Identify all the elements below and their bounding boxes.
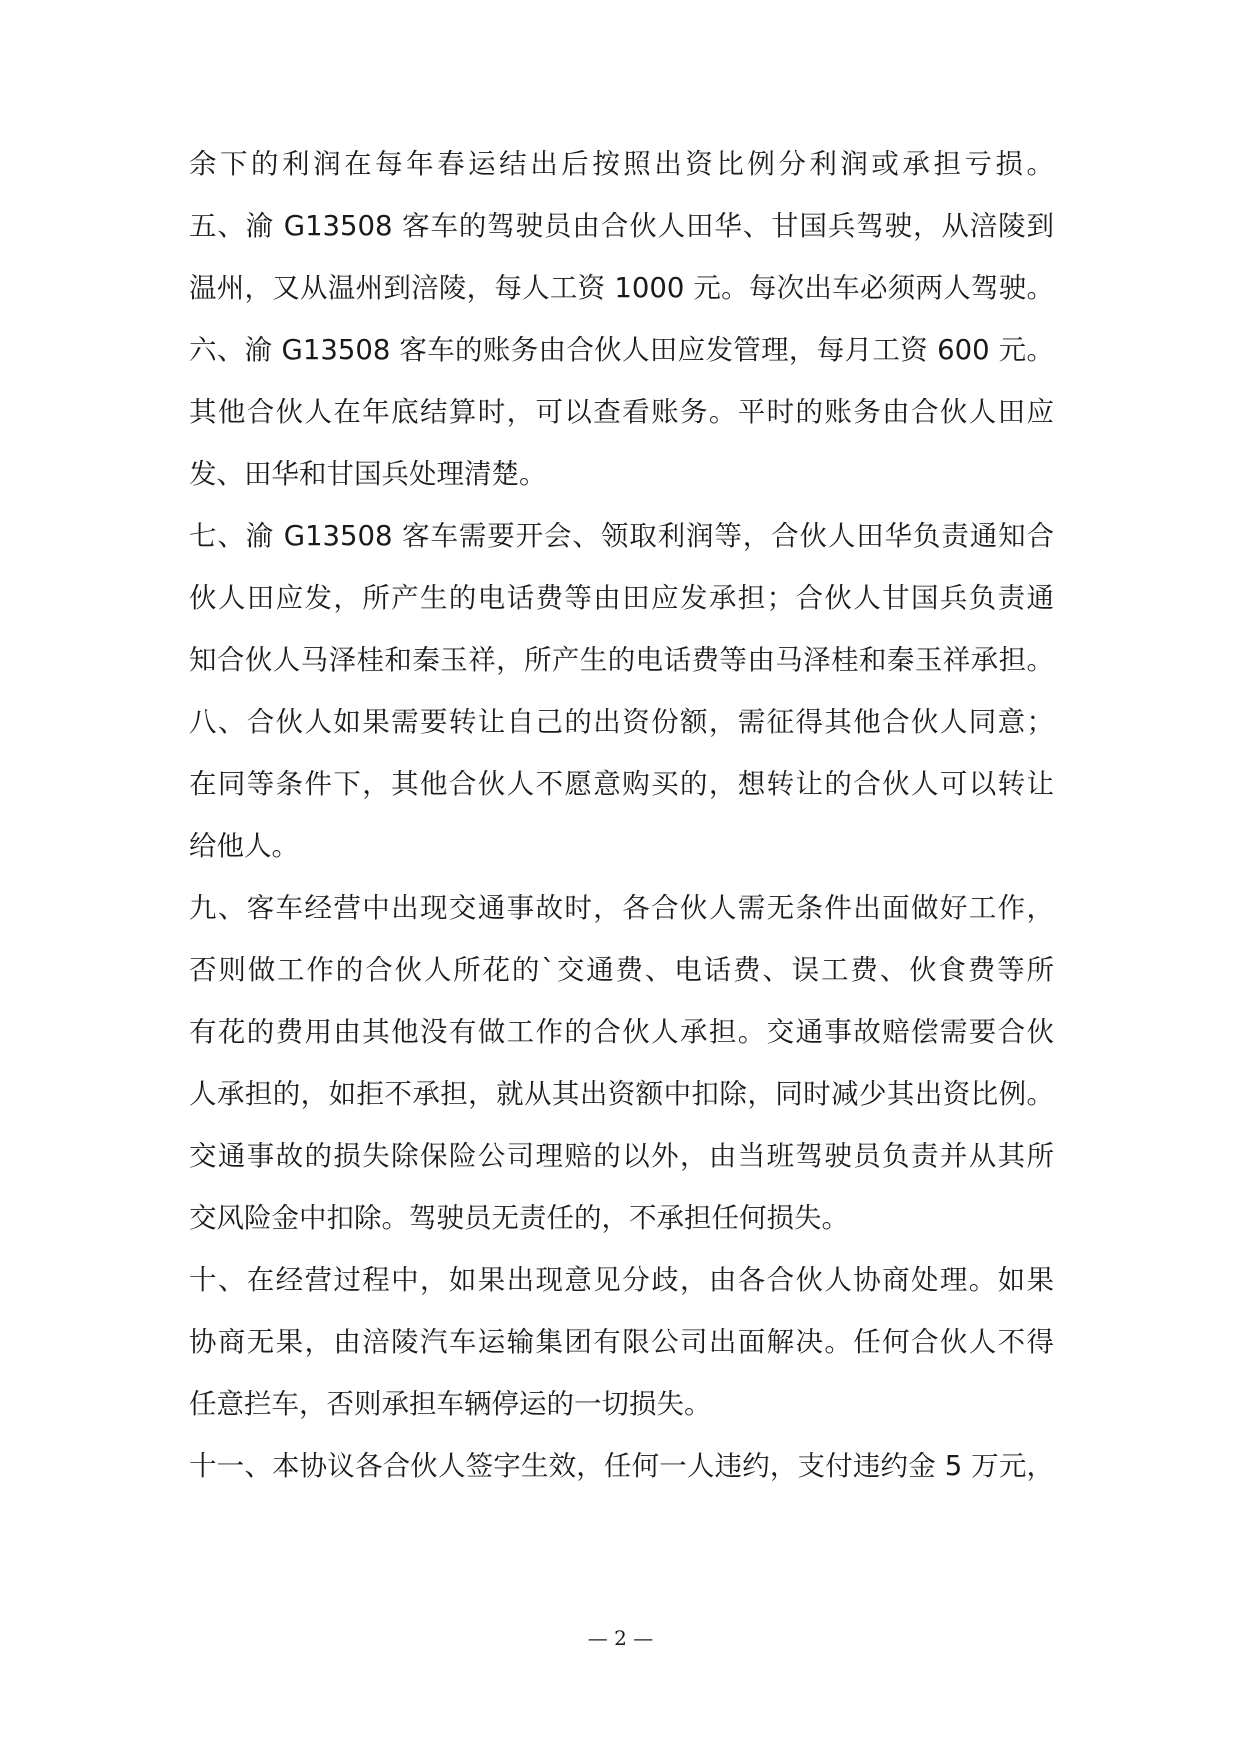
text-line: 有花的费用由其他没有做工作的合伙人承担。交通事故赔偿需要合伙 — [189, 1016, 1054, 1048]
text-line: 六、渝 G13508 客车的账务由合伙人田应发管理，每月工资 600 元。 — [189, 334, 1054, 366]
text-line: 交通事故的损失除保险公司理赔的以外，由当班驾驶员负责并从其所 — [189, 1140, 1054, 1172]
text-line: 人承担的，如拒不承担，就从其出资额中扣除，同时减少其出资比例。 — [189, 1078, 1054, 1110]
text-line: 知合伙人马泽桂和秦玉祥，所产生的电话费等由马泽桂和秦玉祥承担。 — [189, 644, 1054, 676]
page-number: — 2 — — [587, 1626, 654, 1650]
text-line: 否则做工作的合伙人所花的`交通费、电话费、误工费、伙食费等所 — [189, 954, 1054, 986]
text-line: 发、田华和甘国兵处理清楚。 — [189, 458, 547, 490]
text-line: 五、渝 G13508 客车的驾驶员由合伙人田华、甘国兵驾驶，从涪陵到 — [189, 210, 1054, 242]
text-line: 协商无果，由涪陵汽车运输集团有限公司出面解决。任何合伙人不得 — [189, 1326, 1054, 1358]
text-line: 余下的利润在每年春运结出后按照出资比例分利润或承担亏损。 — [189, 148, 1054, 180]
text-line: 任意拦车，否则承担车辆停运的一切损失。 — [189, 1388, 712, 1420]
text-line: 在同等条件下，其他合伙人不愿意购买的，想转让的合伙人可以转让 — [189, 768, 1054, 800]
text-line: 十一、本协议各合伙人签字生效，任何一人违约，支付违约金 5 万元， — [189, 1450, 1054, 1482]
text-line: 伙人田应发，所产生的电话费等由田应发承担；合伙人甘国兵负责通 — [189, 582, 1054, 614]
text-line: 给他人。 — [189, 830, 299, 862]
text-line: 温州，又从温州到涪陵，每人工资 1000 元。每次出车必须两人驾驶。 — [189, 272, 1054, 304]
text-line: 交风险金中扣除。驾驶员无责任的，不承担任何损失。 — [189, 1202, 849, 1234]
text-line: 九、客车经营中出现交通事故时，各合伙人需无条件出面做好工作， — [189, 892, 1054, 924]
text-line: 七、渝 G13508 客车需要开会、领取利润等，合伙人田华负责通知合 — [189, 520, 1054, 552]
text-line: 其他合伙人在年底结算时，可以查看账务。平时的账务由合伙人田应 — [189, 396, 1054, 428]
text-line: 八、合伙人如果需要转让自己的出资份额，需征得其他合伙人同意； — [189, 706, 1054, 738]
text-line: 十、在经营过程中，如果出现意见分歧，由各合伙人协商处理。如果 — [189, 1264, 1054, 1296]
